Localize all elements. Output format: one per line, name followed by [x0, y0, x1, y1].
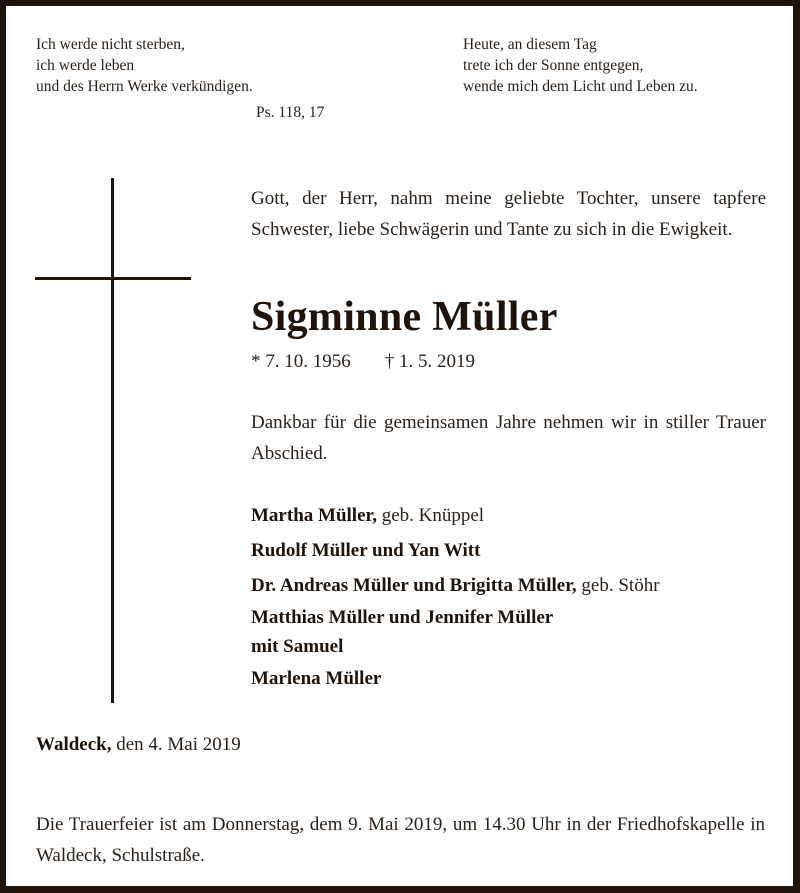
mourner-name: Matthias Müller und Jennifer Müller: [251, 607, 554, 628]
notice-date: den 4. Mai 2019: [111, 734, 241, 755]
death-date: † 1. 5. 2019: [384, 351, 475, 372]
mourner-entry: [251, 498, 766, 533]
verse-left-line: und des Herrn Werke verkündigen.: [36, 78, 253, 95]
mourner-name: Rudolf Müller und Yan Witt: [251, 540, 481, 561]
mourner-name: Dr. Andreas Müller und Brigitta Müller,: [251, 575, 577, 596]
verse-right-line: trete ich der Sonne entgegen,: [463, 57, 644, 74]
life-dates: [251, 349, 766, 375]
verse-left-line: ich werde leben: [36, 57, 135, 74]
cross-vertical-bar: [111, 178, 114, 703]
thanks-text: Dankbar für die gemeinsamen Jahre nehmen wir in stiller Trauer Abschied.: [251, 412, 766, 464]
verse-left: [36, 34, 253, 97]
place-name: Waldeck,: [36, 734, 112, 755]
deceased-name: Sigminne Müller: [251, 294, 558, 340]
mourner-name: Marlena Müller: [251, 668, 382, 689]
place-date: [36, 734, 241, 756]
mourners-list: [251, 498, 766, 696]
ceremony-text: Die Trauerfeier ist am Donnerstag, dem 9. Mai 2019, um 14.30 Uhr in der Friedhofskapelle in Waldeck, Schulstraße.: [36, 814, 765, 866]
mourner-entry: [251, 533, 766, 568]
mourner-entry: [251, 568, 766, 603]
mourner-entry: [251, 632, 766, 661]
cross-horizontal-bar: [35, 277, 191, 280]
mourner-name: mit Samuel: [251, 636, 344, 657]
verse-right-line: Heute, an diesem Tag: [463, 36, 597, 53]
mourner-entry: [251, 603, 766, 632]
verse-right-line: wende mich dem Licht und Leben zu.: [463, 78, 698, 95]
mourner-entry: [251, 661, 766, 696]
mourner-note: geb. Stöhr: [576, 575, 660, 596]
verse-right: [463, 34, 698, 97]
verse-left-line: Ich werde nicht sterben,: [36, 36, 185, 53]
verse-reference: Ps. 118, 17: [256, 104, 325, 121]
birth-date: * 7. 10. 1956: [251, 351, 351, 372]
mourner-name: Martha Müller,: [251, 505, 377, 526]
intro-text: Gott, der Herr, nahm meine geliebte Tochter, unsere tapfere Schwester, liebe Schwägerin und Tante zu sich in die Ewigkeit.: [251, 188, 766, 240]
mourner-note: geb. Knüppel: [376, 505, 485, 526]
